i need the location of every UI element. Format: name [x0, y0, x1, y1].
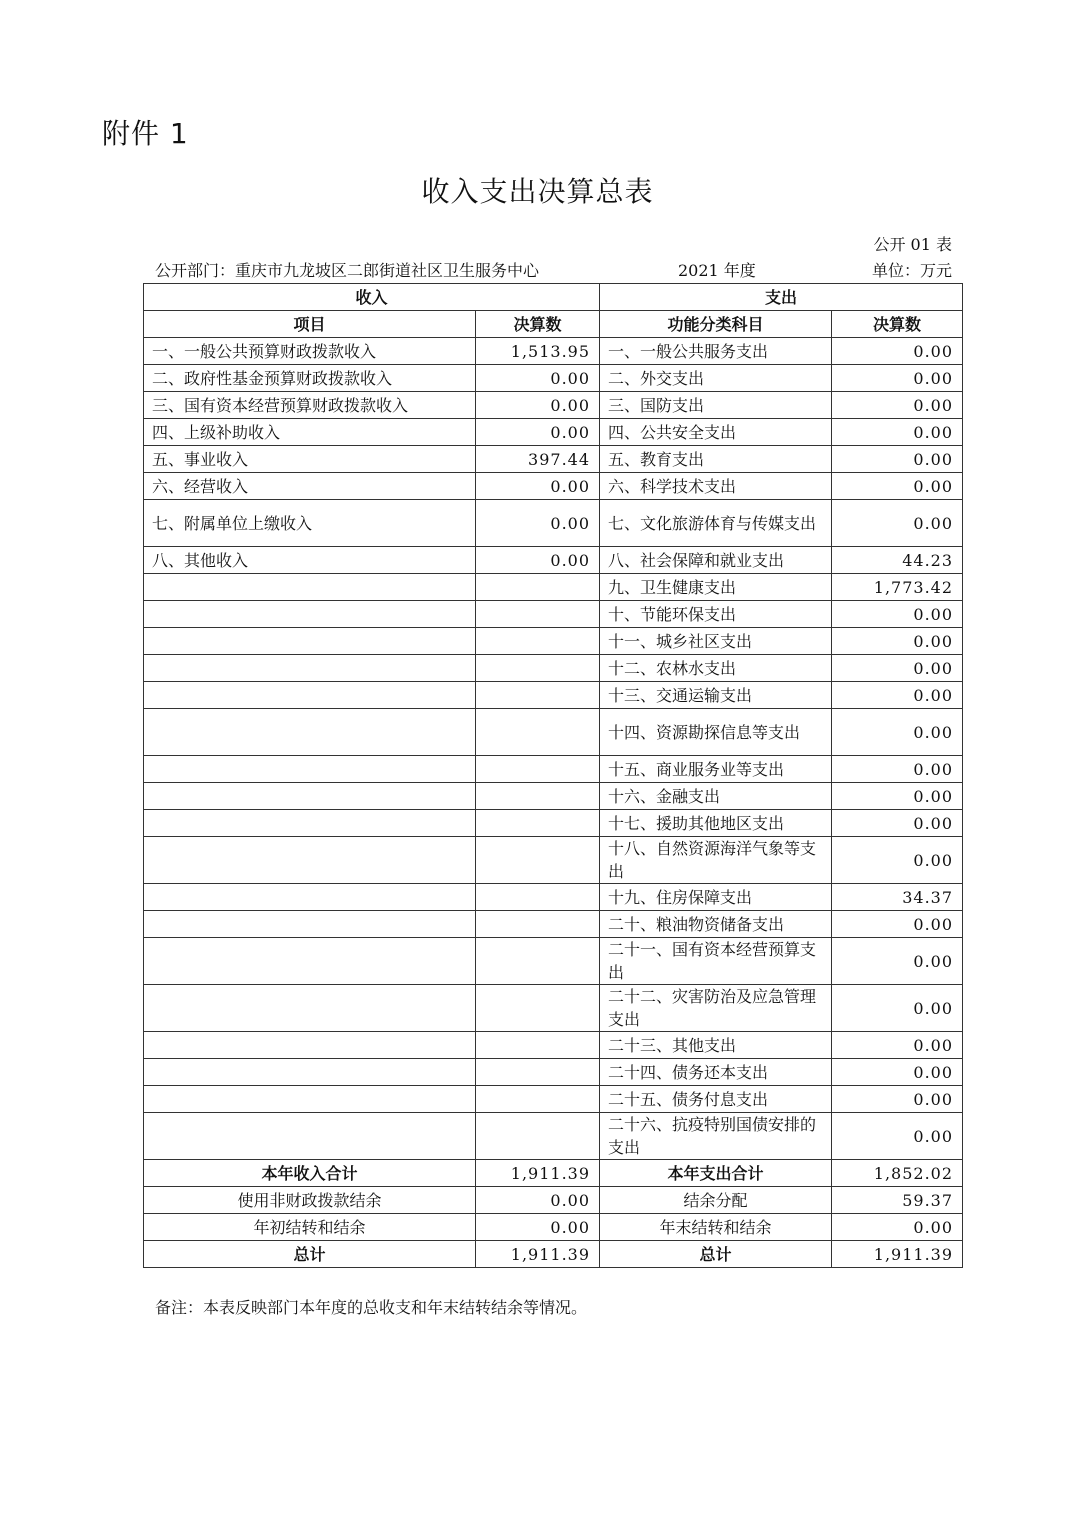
table-row	[144, 985, 963, 1032]
table-row	[144, 1032, 963, 1059]
income-amount	[476, 1032, 600, 1059]
summary-expense-amount: 1,852.02	[832, 1160, 963, 1187]
income-item: 一、一般公共预算财政拨款收入	[144, 338, 476, 365]
income-amount	[476, 574, 600, 601]
income-amount	[476, 783, 600, 810]
summary-income-label: 总计	[144, 1241, 476, 1268]
table-row	[144, 655, 963, 682]
table-row	[144, 783, 963, 810]
table-row	[144, 837, 963, 884]
expense-amount: 34.37	[832, 884, 963, 911]
expense-amount: 0.00	[832, 392, 963, 419]
income-item: 三、国有资本经营预算财政拨款收入	[144, 392, 476, 419]
expense-amount: 44.23	[832, 547, 963, 574]
summary-income-label: 年初结转和结余	[144, 1214, 476, 1241]
income-amount	[476, 682, 600, 709]
expense-amount: 0.00	[832, 810, 963, 837]
expense-amount: 1,773.42	[832, 574, 963, 601]
income-item	[144, 574, 476, 601]
income-item: 六、经营收入	[144, 473, 476, 500]
income-item	[144, 783, 476, 810]
income-item	[144, 810, 476, 837]
income-item	[144, 985, 476, 1032]
income-amount	[476, 1113, 600, 1160]
expense-item: 十一、城乡社区支出	[600, 628, 832, 655]
income-item	[144, 682, 476, 709]
income-amount: 1,513.95	[476, 338, 600, 365]
summary-row	[144, 1187, 963, 1214]
expense-item: 十三、交通运输支出	[600, 682, 832, 709]
table-row	[144, 1059, 963, 1086]
table-row	[144, 884, 963, 911]
col-function: 功能分类科目	[600, 311, 832, 338]
income-amount	[476, 884, 600, 911]
expense-amount: 0.00	[832, 783, 963, 810]
income-expense-table	[143, 283, 963, 1268]
page-title: 收入支出决算总表	[421, 175, 654, 208]
table-column-header	[144, 311, 963, 338]
table-row	[144, 938, 963, 985]
expense-item: 六、科学技术支出	[600, 473, 832, 500]
expense-amount: 0.00	[832, 756, 963, 783]
table-row	[144, 365, 963, 392]
summary-expense-label: 总计	[600, 1241, 832, 1268]
income-amount	[476, 1059, 600, 1086]
expense-item: 二、外交支出	[600, 365, 832, 392]
table-row	[144, 446, 963, 473]
expense-amount: 0.00	[832, 709, 963, 756]
income-item: 七、附属单位上缴收入	[144, 500, 476, 547]
table-row	[144, 1086, 963, 1113]
income-amount	[476, 601, 600, 628]
table-row	[144, 392, 963, 419]
income-amount: 0.00	[476, 547, 600, 574]
expense-amount: 0.00	[832, 655, 963, 682]
income-header: 收入	[144, 284, 600, 311]
footnote: 备注：本表反映部门本年度的总收支和年末结转结余等情况。	[155, 1298, 588, 1317]
expense-item: 二十四、债务还本支出	[600, 1059, 832, 1086]
col-amount-expense: 决算数	[832, 311, 963, 338]
income-item	[144, 938, 476, 985]
income-item	[144, 911, 476, 938]
expense-amount: 0.00	[832, 628, 963, 655]
summary-row	[144, 1214, 963, 1241]
income-item	[144, 1059, 476, 1086]
expense-item: 十六、金融支出	[600, 783, 832, 810]
income-amount	[476, 1086, 600, 1113]
income-item: 四、上级补助收入	[144, 419, 476, 446]
income-item	[144, 1113, 476, 1160]
table-row	[144, 500, 963, 547]
income-amount: 0.00	[476, 419, 600, 446]
summary-expense-label: 本年支出合计	[600, 1160, 832, 1187]
table-section-header	[144, 284, 963, 311]
summary-expense-amount: 1,911.39	[832, 1241, 963, 1268]
income-item: 八、其他收入	[144, 547, 476, 574]
summary-expense-label: 结余分配	[600, 1187, 832, 1214]
summary-income-label: 使用非财政拨款结余	[144, 1187, 476, 1214]
table-row	[144, 473, 963, 500]
expense-header: 支出	[600, 284, 963, 311]
expense-amount: 0.00	[832, 911, 963, 938]
expense-amount: 0.00	[832, 1032, 963, 1059]
table-row	[144, 1113, 963, 1160]
income-amount	[476, 756, 600, 783]
summary-income-label: 本年收入合计	[144, 1160, 476, 1187]
table-number: 公开 01 表	[873, 235, 952, 254]
income-amount: 0.00	[476, 392, 600, 419]
expense-item: 十、节能环保支出	[600, 601, 832, 628]
expense-amount: 0.00	[832, 985, 963, 1032]
expense-item: 四、公共安全支出	[600, 419, 832, 446]
expense-amount: 0.00	[832, 837, 963, 884]
income-amount	[476, 985, 600, 1032]
income-amount: 397.44	[476, 446, 600, 473]
expense-item: 十二、农林水支出	[600, 655, 832, 682]
summary-income-amount: 0.00	[476, 1214, 600, 1241]
expense-item: 九、卫生健康支出	[600, 574, 832, 601]
summary-income-amount: 1,911.39	[476, 1241, 600, 1268]
expense-item: 十五、商业服务业等支出	[600, 756, 832, 783]
expense-item: 十七、援助其他地区支出	[600, 810, 832, 837]
expense-item: 七、文化旅游体育与传媒支出	[600, 500, 832, 547]
expense-item: 二十五、债务付息支出	[600, 1086, 832, 1113]
expense-amount: 0.00	[832, 601, 963, 628]
income-item	[144, 655, 476, 682]
income-amount: 0.00	[476, 473, 600, 500]
expense-item: 二十三、其他支出	[600, 1032, 832, 1059]
income-amount	[476, 709, 600, 756]
income-amount: 0.00	[476, 365, 600, 392]
expense-amount: 0.00	[832, 1113, 963, 1160]
income-item: 五、事业收入	[144, 446, 476, 473]
summary-expense-label: 年末结转和结余	[600, 1214, 832, 1241]
expense-amount: 0.00	[832, 446, 963, 473]
income-amount: 0.00	[476, 500, 600, 547]
table-row	[144, 628, 963, 655]
attachment-label: 附件 1	[102, 117, 189, 150]
income-amount	[476, 911, 600, 938]
summary-expense-amount: 0.00	[832, 1214, 963, 1241]
expense-item: 十四、资源勘探信息等支出	[600, 709, 832, 756]
income-item	[144, 709, 476, 756]
expense-amount: 0.00	[832, 419, 963, 446]
col-amount: 决算数	[476, 311, 600, 338]
income-item	[144, 884, 476, 911]
income-amount	[476, 810, 600, 837]
expense-item: 三、国防支出	[600, 392, 832, 419]
unit-label: 单位：万元	[871, 261, 952, 280]
table-row	[144, 574, 963, 601]
fiscal-year: 2021 年度	[678, 261, 756, 280]
income-item	[144, 1032, 476, 1059]
expense-amount: 0.00	[832, 1086, 963, 1113]
table-row	[144, 709, 963, 756]
expense-amount: 0.00	[832, 682, 963, 709]
expense-item: 一、一般公共服务支出	[600, 338, 832, 365]
col-item: 项目	[144, 311, 476, 338]
expense-amount: 0.00	[832, 365, 963, 392]
summary-row	[144, 1160, 963, 1187]
income-amount	[476, 938, 600, 985]
expense-item: 二十二、灾害防治及应急管理支出	[600, 985, 832, 1032]
expense-item: 十八、自然资源海洋气象等支出	[600, 837, 832, 884]
expense-amount: 0.00	[832, 338, 963, 365]
table-row	[144, 338, 963, 365]
income-amount	[476, 628, 600, 655]
table-row	[144, 756, 963, 783]
expense-item: 二十一、国有资本经营预算支出	[600, 938, 832, 985]
expense-item: 二十、粮油物资储备支出	[600, 911, 832, 938]
expense-amount: 0.00	[832, 1059, 963, 1086]
summary-row	[144, 1241, 963, 1268]
table-row	[144, 547, 963, 574]
income-item	[144, 601, 476, 628]
table-row	[144, 911, 963, 938]
expense-amount: 0.00	[832, 938, 963, 985]
expense-amount: 0.00	[832, 500, 963, 547]
income-item	[144, 1086, 476, 1113]
income-item	[144, 756, 476, 783]
expense-amount: 0.00	[832, 473, 963, 500]
expense-item: 五、教育支出	[600, 446, 832, 473]
income-item: 二、政府性基金预算财政拨款收入	[144, 365, 476, 392]
expense-item: 二十六、抗疫特别国债安排的支出	[600, 1113, 832, 1160]
expense-item: 十九、住房保障支出	[600, 884, 832, 911]
department: 公开部门：重庆市九龙坡区二郎街道社区卫生服务中心	[155, 261, 540, 280]
table-row	[144, 810, 963, 837]
income-item	[144, 837, 476, 884]
summary-income-amount: 1,911.39	[476, 1160, 600, 1187]
expense-item: 八、社会保障和就业支出	[600, 547, 832, 574]
income-item	[144, 628, 476, 655]
income-amount	[476, 655, 600, 682]
summary-income-amount: 0.00	[476, 1187, 600, 1214]
table-row	[144, 419, 963, 446]
income-amount	[476, 837, 600, 884]
table-row	[144, 682, 963, 709]
table-row	[144, 601, 963, 628]
summary-expense-amount: 59.37	[832, 1187, 963, 1214]
